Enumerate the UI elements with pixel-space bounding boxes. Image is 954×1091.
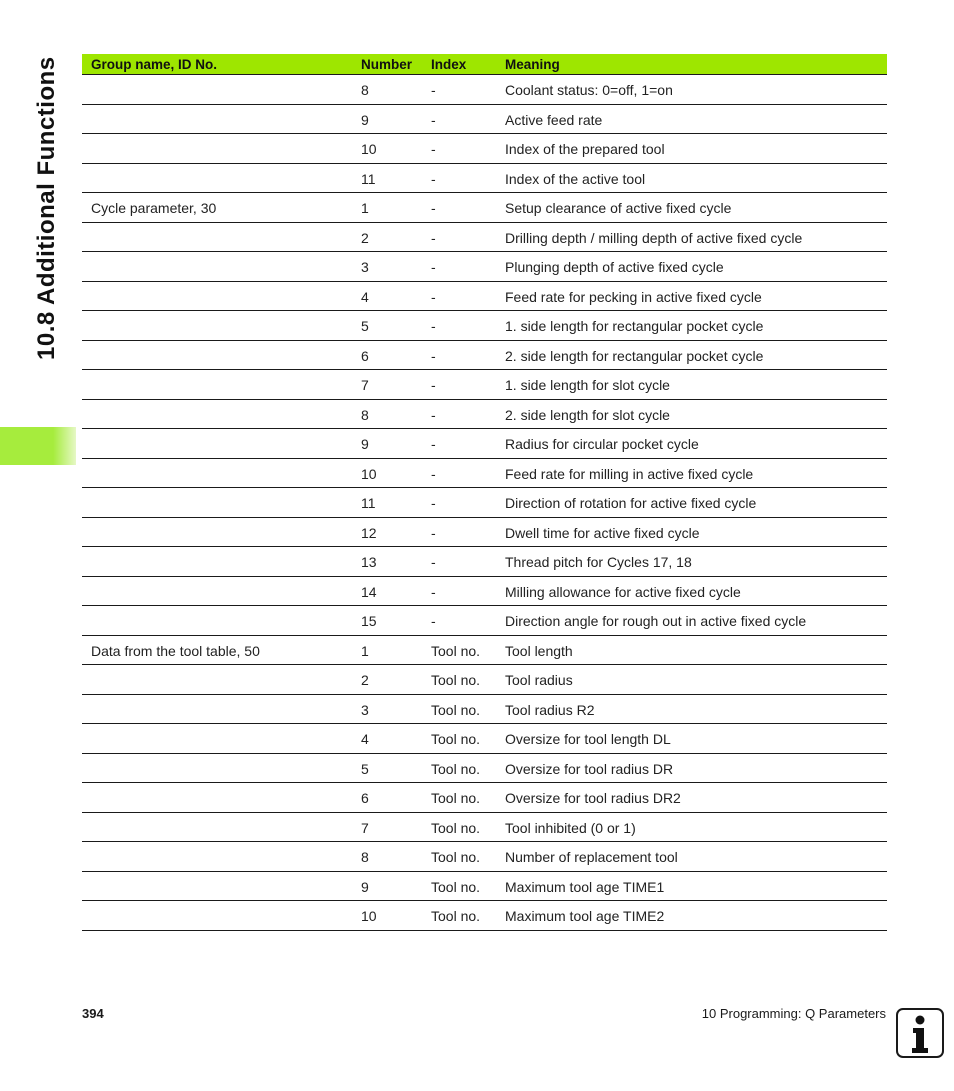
cell-group: [82, 665, 361, 695]
chapter-footer: 10 Programming: Q Parameters: [701, 1006, 886, 1021]
cell-index: -: [431, 75, 505, 105]
cell-index: -: [431, 606, 505, 636]
cell-meaning: 1. side length for slot cycle: [505, 370, 887, 400]
cell-group: [82, 606, 361, 636]
cell-index: Tool no.: [431, 871, 505, 901]
cell-group: [82, 134, 361, 164]
cell-number: 3: [361, 252, 431, 282]
table-row: [82, 281, 887, 311]
table-row: [82, 75, 887, 105]
cell-meaning: 1. side length for rectangular pocket cycle: [505, 311, 887, 341]
table-row: [82, 222, 887, 252]
table-row: [82, 134, 887, 164]
cell-number: 15: [361, 606, 431, 636]
cell-meaning: Feed rate for milling in active fixed cycle: [505, 458, 887, 488]
cell-number: 8: [361, 399, 431, 429]
cell-meaning: Thread pitch for Cycles 17, 18: [505, 547, 887, 577]
cell-group: [82, 222, 361, 252]
cell-number: 9: [361, 429, 431, 459]
cell-group: [82, 488, 361, 518]
cell-index: Tool no.: [431, 635, 505, 665]
page-number: 394: [82, 1006, 104, 1021]
table-row: [82, 753, 887, 783]
cell-meaning: Oversize for tool radius DR2: [505, 783, 887, 813]
cell-number: 8: [361, 842, 431, 872]
cell-group: [82, 724, 361, 754]
cell-meaning: Milling allowance for active fixed cycle: [505, 576, 887, 606]
cell-group: [82, 842, 361, 872]
cell-group: [82, 104, 361, 134]
cell-index: -: [431, 163, 505, 193]
cell-group: [82, 458, 361, 488]
cell-number: 4: [361, 281, 431, 311]
cell-index: Tool no.: [431, 812, 505, 842]
cell-index: Tool no.: [431, 753, 505, 783]
table-row: [82, 163, 887, 193]
cell-number: 2: [361, 665, 431, 695]
header-meaning: Meaning: [505, 54, 887, 75]
cell-group: Cycle parameter, 30: [82, 193, 361, 223]
cell-index: Tool no.: [431, 901, 505, 931]
cell-group: [82, 901, 361, 931]
cell-meaning: Oversize for tool length DL: [505, 724, 887, 754]
cell-index: -: [431, 193, 505, 223]
cell-meaning: Oversize for tool radius DR: [505, 753, 887, 783]
table-row: [82, 871, 887, 901]
header-number: Number: [361, 54, 431, 75]
chapter-tab-marker: [0, 427, 76, 465]
table-row: [82, 517, 887, 547]
cell-number: 8: [361, 75, 431, 105]
table-row: [82, 488, 887, 518]
cell-number: 9: [361, 104, 431, 134]
cell-meaning: Index of the prepared tool: [505, 134, 887, 164]
cell-index: -: [431, 134, 505, 164]
cell-number: 10: [361, 458, 431, 488]
cell-group: [82, 871, 361, 901]
cell-meaning: Coolant status: 0=off, 1=on: [505, 75, 887, 105]
cell-meaning: Number of replacement tool: [505, 842, 887, 872]
table-row: [82, 547, 887, 577]
cell-meaning: Dwell time for active fixed cycle: [505, 517, 887, 547]
table-row: [82, 812, 887, 842]
table-row: [82, 606, 887, 636]
cell-number: 11: [361, 488, 431, 518]
chapter-section-title: [28, 50, 62, 370]
cell-number: 6: [361, 340, 431, 370]
cell-index: -: [431, 517, 505, 547]
cell-index: -: [431, 252, 505, 282]
cell-index: -: [431, 458, 505, 488]
cell-index: -: [431, 370, 505, 400]
cell-index: -: [431, 311, 505, 341]
cell-group: [82, 812, 361, 842]
cell-number: 5: [361, 753, 431, 783]
cell-number: 11: [361, 163, 431, 193]
cell-number: 10: [361, 901, 431, 931]
cell-meaning: Maximum tool age TIME1: [505, 871, 887, 901]
cell-group: [82, 429, 361, 459]
cell-index: Tool no.: [431, 783, 505, 813]
cell-meaning: 2. side length for slot cycle: [505, 399, 887, 429]
cell-index: Tool no.: [431, 842, 505, 872]
cell-number: 7: [361, 370, 431, 400]
cell-meaning: Maximum tool age TIME2: [505, 901, 887, 931]
cell-number: 13: [361, 547, 431, 577]
table-row: [82, 340, 887, 370]
cell-group: [82, 399, 361, 429]
cell-number: 7: [361, 812, 431, 842]
cell-meaning: Active feed rate: [505, 104, 887, 134]
side-title-text: 10.8 Additional Functions: [33, 56, 60, 360]
table-row: [82, 399, 887, 429]
cell-index: -: [431, 576, 505, 606]
cell-group: [82, 753, 361, 783]
cell-number: 12: [361, 517, 431, 547]
header-index: Index: [431, 54, 505, 75]
cell-meaning: Tool radius R2: [505, 694, 887, 724]
table-row: [82, 724, 887, 754]
cell-meaning: Feed rate for pecking in active fixed cycle: [505, 281, 887, 311]
table-row: [82, 311, 887, 341]
cell-index: -: [431, 429, 505, 459]
table-row: [82, 252, 887, 282]
cell-group: [82, 252, 361, 282]
cell-index: -: [431, 222, 505, 252]
cell-index: -: [431, 488, 505, 518]
cell-index: -: [431, 340, 505, 370]
cell-meaning: Plunging depth of active fixed cycle: [505, 252, 887, 282]
cell-meaning: Tool radius: [505, 665, 887, 695]
table-row: [82, 783, 887, 813]
table-row: [82, 458, 887, 488]
cell-index: -: [431, 547, 505, 577]
cell-group: [82, 370, 361, 400]
cell-number: 6: [361, 783, 431, 813]
cell-meaning: Drilling depth / milling depth of active fixed cycle: [505, 222, 887, 252]
cell-group: [82, 576, 361, 606]
table-row: [82, 901, 887, 931]
cell-number: 2: [361, 222, 431, 252]
cell-group: [82, 517, 361, 547]
cell-meaning: Tool inhibited (0 or 1): [505, 812, 887, 842]
table-header-row: [82, 54, 887, 75]
table-row: [82, 576, 887, 606]
table-row: [82, 429, 887, 459]
header-group: Group name, ID No.: [82, 54, 361, 75]
cell-group: [82, 281, 361, 311]
cell-meaning: Radius for circular pocket cycle: [505, 429, 887, 459]
cell-number: 1: [361, 635, 431, 665]
cell-meaning: Tool length: [505, 635, 887, 665]
cell-group: [82, 783, 361, 813]
cell-meaning: Direction of rotation for active fixed cycle: [505, 488, 887, 518]
cell-number: 4: [361, 724, 431, 754]
cell-group: [82, 75, 361, 105]
cell-group: [82, 547, 361, 577]
table-row: [82, 635, 887, 665]
cell-number: 14: [361, 576, 431, 606]
cell-index: Tool no.: [431, 665, 505, 695]
cell-group: [82, 311, 361, 341]
cell-group: [82, 694, 361, 724]
q-parameter-table: [82, 54, 887, 931]
table-row: [82, 370, 887, 400]
cell-meaning: Setup clearance of active fixed cycle: [505, 193, 887, 223]
cell-meaning: Index of the active tool: [505, 163, 887, 193]
table-row: [82, 842, 887, 872]
table-row: [82, 104, 887, 134]
cell-group: [82, 340, 361, 370]
cell-number: 5: [361, 311, 431, 341]
cell-number: 3: [361, 694, 431, 724]
cell-index: -: [431, 281, 505, 311]
info-icon: [896, 1008, 944, 1058]
cell-group: Data from the tool table, 50: [82, 635, 361, 665]
cell-meaning: 2. side length for rectangular pocket cycle: [505, 340, 887, 370]
cell-number: 10: [361, 134, 431, 164]
table-row: [82, 665, 887, 695]
cell-index: Tool no.: [431, 724, 505, 754]
cell-number: 1: [361, 193, 431, 223]
cell-number: 9: [361, 871, 431, 901]
cell-index: -: [431, 104, 505, 134]
table-row: [82, 193, 887, 223]
cell-index: Tool no.: [431, 694, 505, 724]
table-row: [82, 694, 887, 724]
cell-index: -: [431, 399, 505, 429]
cell-group: [82, 163, 361, 193]
cell-meaning: Direction angle for rough out in active fixed cycle: [505, 606, 887, 636]
